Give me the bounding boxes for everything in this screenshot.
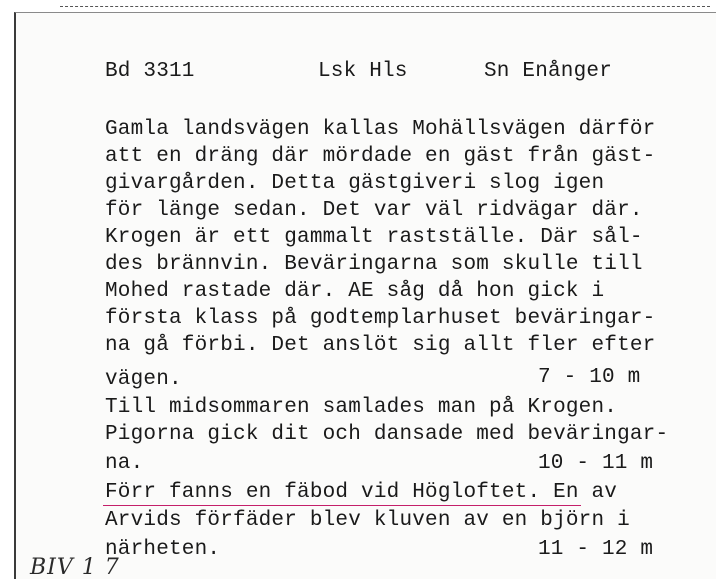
text-line: Pigorna gick dit och dansade med beväringar-	[105, 423, 669, 446]
time-marker: 10 - 11 m	[538, 452, 654, 475]
text-line: vägen.	[105, 368, 182, 391]
red-underline	[103, 505, 581, 506]
county-label: Lsk Hls	[318, 60, 408, 83]
record-number: Bd 3311	[105, 60, 195, 83]
time-marker: 7 - 10 m	[538, 366, 641, 389]
text-line: des brännvin. Beväringarna som skulle till	[105, 253, 643, 276]
text-line: första klass på godtemplarhuset beväringar-	[105, 307, 656, 330]
text-line: Förr fanns en fäbod vid Högloftet. En av	[105, 481, 618, 504]
text-line: givargården. Detta gästgiveri slog igen	[105, 172, 605, 195]
text-line: Mohed rastade där. AE såg då hon gick i	[105, 280, 605, 303]
text-line: na.	[105, 452, 144, 475]
text-line: Gamla landsvägen kallas Mohällsvägen därför	[105, 118, 656, 141]
text-line: Till midsommaren samlades man på Krogen.	[105, 396, 618, 419]
time-marker: 11 - 12 m	[538, 538, 654, 561]
text-line: Arvids förfäder blev kluven av en björn i	[105, 509, 630, 532]
text-line: närheten.	[105, 538, 221, 561]
handwritten-signature: BIV 1 7	[30, 555, 120, 580]
card-top-rule	[60, 6, 710, 7]
text-line: att en dräng där mördade en gäst från gäst-	[105, 145, 656, 168]
text-line: na gå förbi. Det anslöt sig allt fler efter	[105, 334, 656, 357]
text-line: för länge sedan. Det var väl ridvägar där.	[105, 199, 643, 222]
parish-label: Sn Enånger	[484, 60, 613, 83]
text-line: Krogen är ett gammalt rastställe. Där sål-	[105, 226, 643, 249]
